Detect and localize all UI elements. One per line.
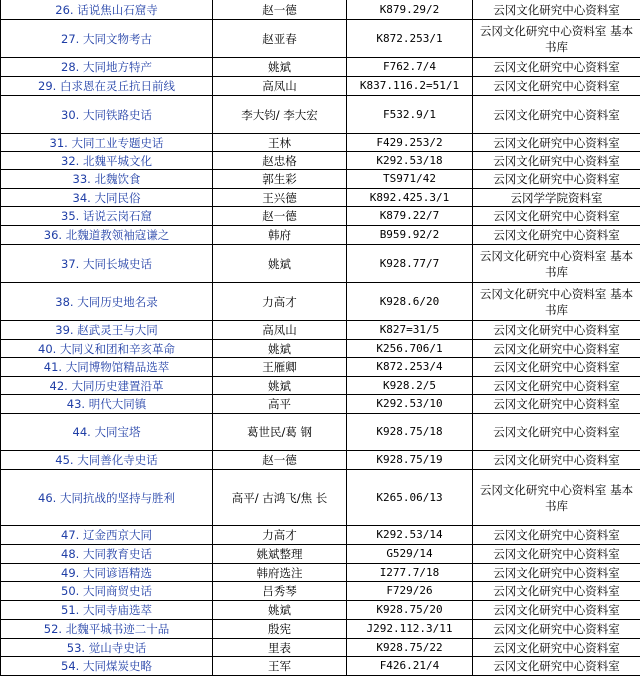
author-cell: 姚斌: [213, 340, 347, 358]
call-number-cell: K928.75/22: [347, 639, 473, 657]
table-row: [1, 0, 640, 20]
call-number-cell: B959.92/2: [347, 226, 473, 245]
book-title-cell: 48. 大同教育史话: [1, 545, 213, 564]
location-cell: 云冈文化研究中心资料室: [473, 134, 640, 152]
book-title-cell: 53. 觉山寺史话: [1, 639, 213, 657]
author-cell: 姚斌: [213, 601, 347, 620]
call-number-cell: TS971/42: [347, 170, 473, 189]
call-number-cell: K928.75/18: [347, 414, 473, 451]
author-cell: 力高才: [213, 526, 347, 545]
book-title-cell: 46. 大同抗战的坚持与胜利: [1, 470, 213, 526]
table-row: [1, 207, 640, 226]
location-cell: 云冈文化研究中心资料室: [473, 582, 640, 601]
table-row: [1, 283, 640, 321]
location-cell: 云冈文化研究中心资料室: [473, 451, 640, 470]
book-title-cell: 34. 大同民俗: [1, 189, 213, 207]
call-number-cell: G529/14: [347, 545, 473, 564]
call-number-cell: K928.77/7: [347, 245, 473, 283]
call-number-cell: K879.29/2: [347, 0, 473, 20]
book-title-cell: 43. 明代大同镇: [1, 395, 213, 414]
book-title-cell: 33. 北魏饮食: [1, 170, 213, 189]
author-cell: 李大钧/ 李大宏: [213, 96, 347, 134]
book-title-cell: 30. 大同铁路史话: [1, 96, 213, 134]
location-cell: 云冈文化研究中心资料室: [473, 414, 640, 451]
location-cell: 云冈文化研究中心资料室: [473, 340, 640, 358]
call-number-cell: K879.22/7: [347, 207, 473, 226]
location-cell: 云冈文化研究中心资料室: [473, 601, 640, 620]
table-row: [1, 134, 640, 152]
call-number-cell: K265.06/13: [347, 470, 473, 526]
call-number-cell: K872.253/4: [347, 358, 473, 377]
table-row: [1, 152, 640, 170]
book-title-cell: 49. 大同谚语精选: [1, 564, 213, 582]
table-row: [1, 639, 640, 657]
book-title-cell: 29. 白求恩在灵丘抗日前线: [1, 77, 213, 96]
location-cell: 云冈文化研究中心资料室 基本书库: [473, 470, 640, 526]
location-cell: 云冈文化研究中心资料室: [473, 321, 640, 340]
location-cell: 云冈文化研究中心资料室: [473, 170, 640, 189]
table-row: [1, 470, 640, 526]
book-title-cell: 40. 大同义和团和辛亥革命: [1, 340, 213, 358]
call-number-cell: K892.425.3/1: [347, 189, 473, 207]
table-row: [1, 451, 640, 470]
call-number-cell: K872.253/1: [347, 20, 473, 58]
author-cell: 姚斌: [213, 377, 347, 395]
author-cell: 韩府: [213, 226, 347, 245]
book-title-cell: 28. 大同地方特产: [1, 58, 213, 77]
location-cell: 云冈文化研究中心资料室: [473, 358, 640, 377]
author-cell: 高凤山: [213, 321, 347, 340]
author-cell: 吕秀琴: [213, 582, 347, 601]
location-cell: 云冈文化研究中心资料室: [473, 207, 640, 226]
author-cell: 里表: [213, 639, 347, 657]
table-row: [1, 245, 640, 283]
author-cell: 高平/ 古鸿飞/焦 长: [213, 470, 347, 526]
call-number-cell: J292.112.3/11: [347, 620, 473, 639]
table-row: [1, 601, 640, 620]
table-row: [1, 170, 640, 189]
location-cell: 云冈文化研究中心资料室: [473, 152, 640, 170]
call-number-cell: K928.2/5: [347, 377, 473, 395]
author-cell: 高凤山: [213, 77, 347, 96]
location-cell: 云冈文化研究中心资料室 基本书库: [473, 20, 640, 58]
location-cell: 云冈文化研究中心资料室: [473, 395, 640, 414]
book-title-cell: 37. 大同长城史话: [1, 245, 213, 283]
table-row: [1, 657, 640, 676]
table-row: [1, 564, 640, 582]
location-cell: 云冈文化研究中心资料室 基本书库: [473, 245, 640, 283]
author-cell: 赵一德: [213, 207, 347, 226]
book-title-cell: 27. 大同文物考古: [1, 20, 213, 58]
book-title-cell: 54. 大同煤炭史略: [1, 657, 213, 676]
table-row: [1, 58, 640, 77]
author-cell: 王雁卿: [213, 358, 347, 377]
table-row: [1, 189, 640, 207]
table-row: [1, 377, 640, 395]
table-row: [1, 20, 640, 58]
author-cell: 郭生彩: [213, 170, 347, 189]
table-row: [1, 395, 640, 414]
call-number-cell: K256.706/1: [347, 340, 473, 358]
table-row: [1, 358, 640, 377]
call-number-cell: K928.6/20: [347, 283, 473, 321]
table-row: [1, 340, 640, 358]
book-title-cell: 50. 大同商贸史话: [1, 582, 213, 601]
call-number-cell: F729/26: [347, 582, 473, 601]
location-cell: 云冈文化研究中心资料室: [473, 96, 640, 134]
book-title-cell: 36. 北魏道教领袖寇谦之: [1, 226, 213, 245]
location-cell: 云冈文化研究中心资料室: [473, 657, 640, 676]
table-row: [1, 545, 640, 564]
table-row: [1, 414, 640, 451]
table-row: [1, 620, 640, 639]
book-title-cell: 41. 大同博物馆精品选萃: [1, 358, 213, 377]
call-number-cell: K827=31/5: [347, 321, 473, 340]
author-cell: 王兴德: [213, 189, 347, 207]
location-cell: 云冈文化研究中心资料室: [473, 564, 640, 582]
table-row: [1, 77, 640, 96]
location-cell: 云冈文化研究中心资料室: [473, 226, 640, 245]
location-cell: 云冈文化研究中心资料室: [473, 526, 640, 545]
location-cell: 云冈文化研究中心资料室: [473, 377, 640, 395]
book-title-cell: 35. 话说云岗石窟: [1, 207, 213, 226]
location-cell: 云冈学学院资料室: [473, 189, 640, 207]
author-cell: 赵一德: [213, 0, 347, 20]
author-cell: 赵亚春: [213, 20, 347, 58]
call-number-cell: F426.21/4: [347, 657, 473, 676]
table-row: [1, 226, 640, 245]
call-number-cell: K292.53/14: [347, 526, 473, 545]
book-title-cell: 51. 大同寺庙选萃: [1, 601, 213, 620]
call-number-cell: K928.75/19: [347, 451, 473, 470]
call-number-cell: F429.253/2: [347, 134, 473, 152]
author-cell: 韩府选注: [213, 564, 347, 582]
book-title-cell: 39. 赵武灵王与大同: [1, 321, 213, 340]
call-number-cell: K928.75/20: [347, 601, 473, 620]
author-cell: 高平: [213, 395, 347, 414]
location-cell: 云冈文化研究中心资料室: [473, 58, 640, 77]
book-title-cell: 38. 大同历史地名录: [1, 283, 213, 321]
author-cell: 姚斌: [213, 58, 347, 77]
table-row: [1, 321, 640, 340]
location-cell: 云冈文化研究中心资料室: [473, 545, 640, 564]
author-cell: 王军: [213, 657, 347, 676]
book-title-cell: 45. 大同善化寺史话: [1, 451, 213, 470]
call-number-cell: K292.53/18: [347, 152, 473, 170]
location-cell: 云冈文化研究中心资料室: [473, 620, 640, 639]
table-row: [1, 582, 640, 601]
author-cell: 力高才: [213, 283, 347, 321]
location-cell: 云冈文化研究中心资料室 基本书库: [473, 283, 640, 321]
call-number-cell: F532.9/1: [347, 96, 473, 134]
book-title-cell: 26. 话说焦山石窟寺: [1, 0, 213, 20]
table-row: [1, 96, 640, 134]
book-title-cell: 32. 北魏平城文化: [1, 152, 213, 170]
location-cell: 云冈文化研究中心资料室: [473, 639, 640, 657]
author-cell: 姚斌整理: [213, 545, 347, 564]
author-cell: 葛世民/葛 钢: [213, 414, 347, 451]
book-title-cell: 52. 北魏平城书迹二十品: [1, 620, 213, 639]
book-title-cell: 31. 大同工业专题史话: [1, 134, 213, 152]
book-title-cell: 42. 大同历史建置沿革: [1, 377, 213, 395]
author-cell: 赵一德: [213, 451, 347, 470]
table-row: [1, 526, 640, 545]
call-number-cell: I277.7/18: [347, 564, 473, 582]
location-cell: 云冈文化研究中心资料室: [473, 0, 640, 20]
call-number-cell: K837.116.2=51/1: [347, 77, 473, 96]
book-title-cell: 47. 辽金西京大同: [1, 526, 213, 545]
author-cell: 王林: [213, 134, 347, 152]
author-cell: 赵忠格: [213, 152, 347, 170]
call-number-cell: K292.53/10: [347, 395, 473, 414]
book-title-cell: 44. 大同宝塔: [1, 414, 213, 451]
author-cell: 殷宪: [213, 620, 347, 639]
call-number-cell: F762.7/4: [347, 58, 473, 77]
author-cell: 姚斌: [213, 245, 347, 283]
location-cell: 云冈文化研究中心资料室: [473, 77, 640, 96]
catalog-rows: [1, 0, 640, 676]
